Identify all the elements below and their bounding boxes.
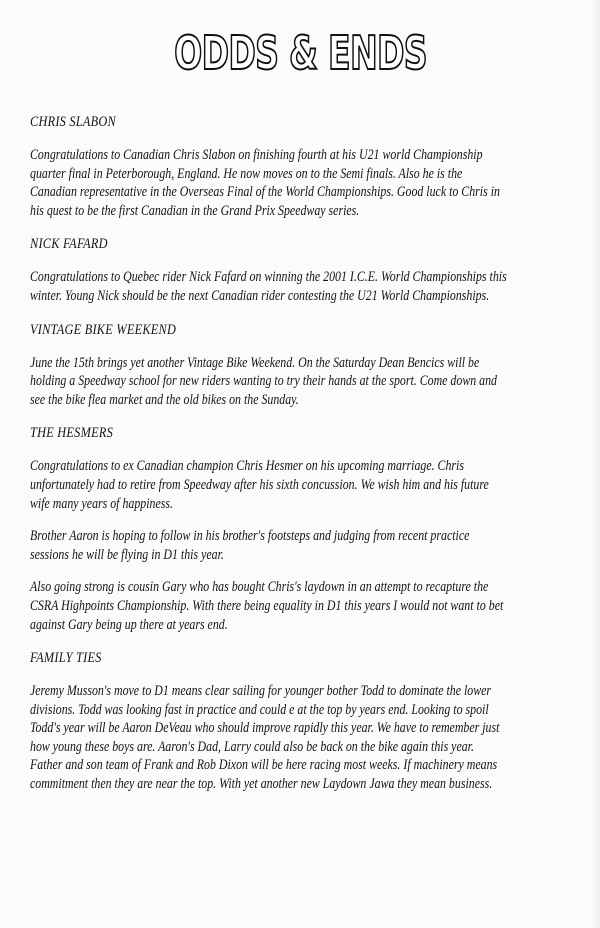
section-heading: VINTAGE BIKE WEEKEND (30, 321, 177, 338)
title-block (0, 22, 600, 84)
section-family-ties (30, 648, 570, 794)
section-the-hesmers (30, 423, 570, 634)
section-heading: THE HESMERS (30, 425, 113, 442)
section-heading: FAMILY TIES (30, 650, 102, 667)
section-paragraph: Brother Aaron is hoping to follow in his brother's footsteps and judging from recent practice sessions he will be flying in D1 this year. (30, 528, 470, 563)
page-title: ODDS & ENDS (173, 26, 427, 80)
page-edge-shadow (592, 0, 600, 928)
section-paragraph: Jeremy Musson's move to D1 means clear sailing for younger bother Todd to dominate the lower divisions. Todd was looking fast in practice and could e at the top by years end. Looking to spoil Todd's year will be Aaron DeVeau who should improve rapidly this year. We have to remember just how young these boys are. Aaron's Dad, Larry could also be back on the bike again this year. Father and son team of Frank and Rob Dixon will be here racing most weeks. If machinery means commitment then they are near the top. With yet another new Laydown Jawa they mean business. (30, 683, 500, 793)
section-heading: NICK FAFARD (30, 236, 108, 253)
section-heading: CHRIS SLABON (30, 114, 116, 130)
section-nick-fafard (30, 234, 570, 305)
section-paragraph: Congratulations to Quebec rider Nick Fafard on winning the 2001 I.C.E. World Championships this winter. Young Nick should be the next Canadian rider contesting the U21 World Championships. (30, 269, 507, 304)
section-paragraph: Congratulations to Canadian Chris Slabon on finishing fourth at his U21 world Championship quarter final in Peterborough, England. He now moves on to the Semi finals. Also he is the Canadian representative in the Overseas Final of the World Championships. Good luck to Chris in his quest to be the first Canadian in the Grand Prix Speedway series. (30, 147, 500, 219)
section-paragraph: Also going strong is cousin Gary who has bought Chris's laydown in an attempt to recapture the CSRA Highpoints Championship. With there being equality in D1 this years I would not want to bet against Gary being up there at years end. (30, 579, 504, 633)
article-body (30, 112, 570, 808)
section-paragraph: June the 15th brings yet another Vintage Bike Weekend. On the Saturday Dean Bencics will be holding a Speedway school for new riders wanting to try their hands at the sport. Come down and see the bike flea market and the old bikes on the Sunday. (30, 354, 498, 408)
section-paragraph: Congratulations to ex Canadian champion Chris Hesmer on his upcoming marriage. Chris unfortunately had to retire from Speedway after his sixth concussion. We wish him and his future wife many years of happiness. (30, 458, 489, 512)
section-vintage-bike-weekend (30, 320, 570, 410)
section-chris-slabon (30, 112, 570, 220)
